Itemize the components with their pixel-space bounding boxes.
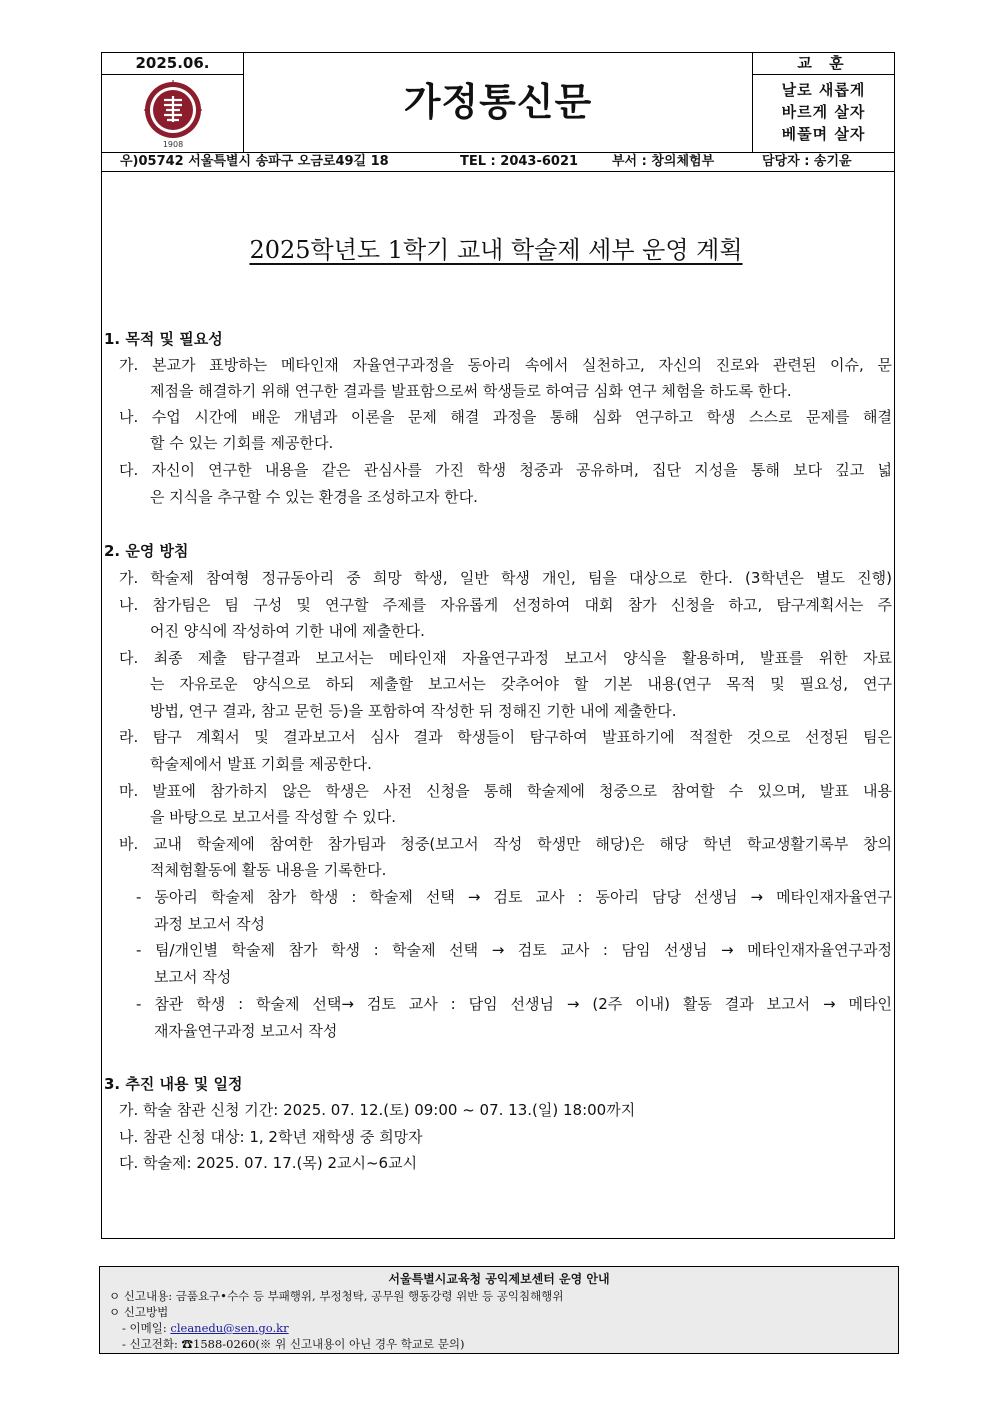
section-heading: 3. 추진 내용 및 일정 bbox=[104, 1075, 243, 1093]
body-line: 라. 탐구 계획서 및 결과보고서 심사 결과 학생들이 탐구하여 발표하기에 적절한 것으로 선정된 팀은 bbox=[119, 728, 892, 746]
whistleblower-notice bbox=[99, 1266, 899, 1354]
letter-title: 가정통신문 bbox=[403, 80, 593, 124]
body-line: - 동아리 학술제 참가 학생 : 학술제 선택 → 검토 교사 : 동아리 담당 선생님 → 메타인재자율연구 bbox=[136, 888, 892, 906]
issue-date: 2025.06. bbox=[102, 53, 244, 75]
body-line: 나. 참가팀은 팀 구성 및 연구할 주제를 자유롭게 선정하여 대회 참가 신청을 하고, 탐구계획서는 주 bbox=[119, 596, 892, 614]
body-line: 재자율연구과정 보고서 작성 bbox=[154, 1022, 338, 1040]
body-line: 가. 학술 참관 신청 기간: 2025. 07. 12.(토) 09:00 ~ 07. 13.(일) 18:00까지 bbox=[119, 1101, 636, 1119]
school-logo bbox=[102, 75, 244, 152]
notice-phone: - 신고전화: ☎1588-0260(※ 위 신고내용이 아닌 경우 학교로 문의) bbox=[122, 1337, 465, 1351]
department: 부서 : 창의체험부 bbox=[612, 154, 715, 169]
school-motto bbox=[752, 75, 894, 152]
body-line: 학술제에서 발표 기회를 제공한다. bbox=[150, 755, 372, 773]
body-line: 는 자유로운 양식으로 하되 제출할 보고서는 갖추어야 할 기본 내용(연구 목적 및 필요성, 연구 bbox=[150, 675, 892, 693]
motto-line: 베풀며 살자 bbox=[781, 125, 866, 143]
body-line: 가. 학술제 참여형 정규동아리 중 희망 학생, 일반 학생 개인, 팀을 대상으로 한다. (3학년은 별도 진행) bbox=[119, 569, 892, 587]
body-line: 가. 본교가 표방하는 메타인재 자율연구과정을 동아리 속에서 실천하고, 자신의 진로와 관련된 이슈, 문 bbox=[119, 356, 892, 374]
body-line: 할 수 있는 기회를 제공한다. bbox=[150, 434, 334, 452]
email-link[interactable]: cleanedu@sen.go.kr bbox=[170, 1321, 289, 1335]
school-emblem-icon bbox=[142, 80, 204, 150]
body-line: 제점을 해결하기 위해 연구한 결과를 발표함으로써 학생들로 하여금 심화 연구 체험을 하도록 한다. bbox=[150, 382, 792, 400]
logo-year: 1908 bbox=[162, 140, 184, 149]
email-label: - 이메일: bbox=[122, 1321, 171, 1335]
body-line: - 참관 학생 : 학술제 선택→ 검토 교사 : 담임 선생님 → (2주 이내) 활동 결과 보고서 → 메타인 bbox=[136, 995, 892, 1013]
body-line: 다. 학술제: 2025. 07. 17.(목) 2교시~6교시 bbox=[119, 1154, 418, 1172]
motto-heading: 교 훈 bbox=[752, 53, 894, 75]
body-line: 다. 최종 제출 탐구결과 보고서는 메타인재 자율연구과정 보고서 양식을 활용하며, 발표를 위한 자료 bbox=[119, 649, 892, 667]
notice-email-line bbox=[122, 1320, 289, 1336]
body-line: 다. 자신이 연구한 내용을 같은 관심사를 가진 학생 청중과 공유하며, 집단 지성을 통해 보다 깊고 넓 bbox=[119, 461, 892, 479]
body-line: 적체험활동에 활동 내용을 기록한다. bbox=[150, 861, 387, 879]
body-line: 방법, 연구 결과, 참고 문헌 등)을 포함하여 작성한 뒤 정해진 기한 내에 제출한다. bbox=[150, 702, 677, 720]
motto-line: 바르게 살자 bbox=[781, 103, 866, 121]
school-tel: TEL : 2043-6021 bbox=[460, 154, 579, 169]
body-line: 마. 발표에 참가하지 않은 학생은 사전 신청을 통해 학술제에 청중으로 참여할 수 있으며, 발표 내용 bbox=[119, 782, 892, 800]
body-line: 나. 수업 시간에 배운 개념과 이론을 문제 해결 과정을 통해 심화 연구하고 학생 스스로 문제를 해결 bbox=[119, 408, 892, 426]
school-address: 우)05742 서울특별시 송파구 오금로49길 18 bbox=[120, 154, 389, 169]
contact-bar bbox=[102, 152, 894, 171]
manager: 담당자 : 송기윤 bbox=[762, 154, 852, 169]
document-title: 2025학년도 1학기 교내 학술제 세부 운영 계획 bbox=[249, 236, 743, 264]
motto-line: 날로 새롭게 bbox=[781, 81, 866, 99]
body-line: 과정 보고서 작성 bbox=[154, 915, 265, 933]
notice-item: ㅇ 신고방법 bbox=[109, 1305, 169, 1319]
body-line: 보고서 작성 bbox=[154, 968, 232, 986]
notice-item: ㅇ 신고내용: 금품요구•수수 등 부패행위, 부정청탁, 공무원 행동강령 위반 등 공익침해행위 bbox=[109, 1289, 564, 1303]
section-heading: 2. 운영 방침 bbox=[104, 542, 189, 560]
body-line: 을 바탕으로 보고서를 작성할 수 있다. bbox=[150, 808, 396, 826]
letter-header bbox=[101, 52, 895, 172]
section-heading: 1. 목적 및 필요성 bbox=[104, 330, 223, 348]
body-line: 어진 양식에 작성하여 기한 내에 제출한다. bbox=[150, 622, 425, 640]
body-line: 바. 교내 학술제에 참여한 참가팀과 청중(보고서 작성 학생만 해당)은 해당 학년 학교생활기록부 창의 bbox=[119, 835, 892, 853]
body-line: - 팀/개인별 학술제 참가 학생 : 학술제 선택 → 검토 교사 : 담임 선생님 → 메타인재자율연구과정 bbox=[136, 941, 892, 959]
notice-title: 서울특별시교육청 공익제보센터 운영 안내 bbox=[388, 1272, 610, 1286]
body-line: 은 지식을 추구할 수 있는 환경을 조성하고자 한다. bbox=[150, 488, 478, 506]
body-line: 나. 참관 신청 대상: 1, 2학년 재학생 중 희망자 bbox=[119, 1128, 423, 1146]
